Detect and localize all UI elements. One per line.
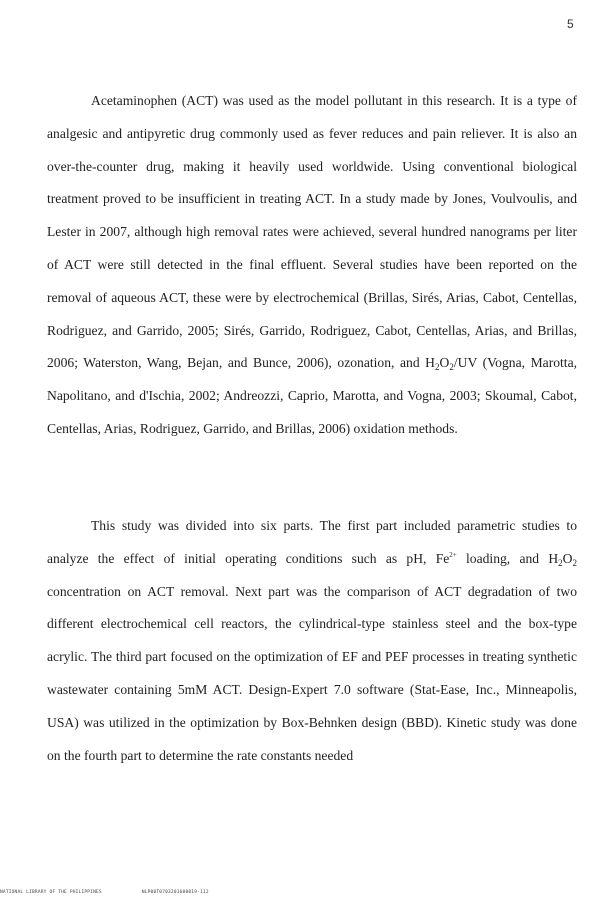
paragraph-1 — [47, 85, 577, 446]
subscript: 2 — [558, 557, 563, 568]
subscript: 2 — [449, 362, 454, 373]
paragraph-1-text-c: /UV (Vogna, Marotta, Napolitano, and d'Ischia, 2002; Andreozzi, Caprio, Marotta, and Vogna, 2003; Skoumal, Cabot, Centellas, Arias, Rodriguez, Garrido, and Brillas, 2006) oxidation methods. — [47, 355, 578, 436]
footer-document-id: NLP00T0703201600019-112 — [141, 890, 209, 895]
paragraph-2-text-d: concentration on ACT removal. Next part was the comparison of ACT degradation of two different electrochemical cell reactors, the cylindrical-type stainless steel and the box-type acrylic. The third part focused on the optimization of EF and PEF processes in treating synthetic wastewater containing 5mM ACT. Design-Expert 7.0 software (Stat-Ease, Inc., Minneapolis, USA) was utilized in the optimization by Box-Behnken design (BBD). Kinetic study was done on the fourth part to determine the rate constants needed — [47, 583, 577, 763]
paragraph-1-text-b: O — [439, 355, 450, 371]
paragraph-2-text-a: This study was divided into six parts. The first part included parametric studies to analyze the effect of initial operating conditions such as pH, Fe — [47, 518, 577, 566]
page-number: 5 — [567, 17, 574, 31]
subscript: 2 — [435, 362, 440, 373]
subscript: 2 — [572, 557, 577, 568]
paragraph-1-text-a: Acetaminophen (ACT) was used as the model pollutant in this research. It is a type of analgesic and antipyretic drug commonly used as fever reduces and pain reliever. It is also an over-the-counter drug, making it heavily used worldwide. Using conventional biological treatment proved to be insufficient in treating ACT. In a study made by Jones, Voulvoulis, and Lester in 2007, although high removal rates were achieved, several hundred nanograms per liter of ACT were still detected in the final effluent. Several studies have been reported on the removal of aqueous ACT, these were by electrochemical (Brillas, Sirés, Arias, Cabot, Centellas, Rodriguez, and Garrido, 2005; Sirés, Garrido, Rodriguez, Cabot, Centellas, Arias, and Brillas, 2006; Waterston, Wang, Bejan, and Bunce, 2006), ozonation, and H — [47, 93, 577, 371]
footer-library-name: NATIONAL LIBRARY OF THE PHILIPPINES — [0, 890, 102, 895]
superscript: 2+ — [449, 550, 457, 559]
paragraph-2 — [47, 510, 577, 772]
paragraph-2-text-c: O — [562, 550, 573, 566]
paragraph-2-text-b: loading, and H — [456, 550, 559, 566]
library-footer — [0, 890, 249, 895]
